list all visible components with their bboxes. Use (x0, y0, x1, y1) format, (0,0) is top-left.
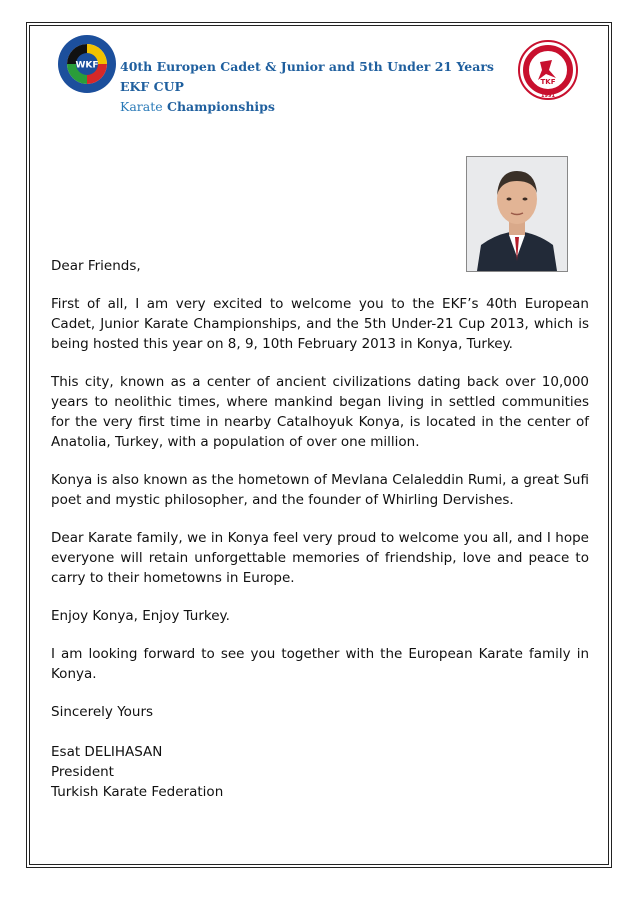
header-title-word-karate: Karate (120, 99, 163, 114)
paragraph-welcome: First of all, I am very excited to welcome you to the EKF’s 40th European Cadet, Junior Karate Championships, and the 5th Under-21 Cup 2013, which is being hosted this year on 8, 9, 10th February 2013 in Konya, Turkey. (51, 296, 589, 352)
salutation: Dear Friends, (51, 258, 141, 274)
tkf-logo (518, 40, 578, 100)
paragraph-enjoy: Enjoy Konya, Enjoy Turkey. (51, 608, 230, 624)
letter-body (51, 256, 589, 722)
signatory-name: Esat DELIHASAN (51, 744, 163, 760)
paragraph-karate-family: Dear Karate family, we in Konya feel very proud to welcome you all, and I hope everyone will retain unforgettable memories of friendship, love and peace to carry to their hometowns in Europe. (51, 530, 589, 586)
paragraph-konya-history: This city, known as a center of ancient civilizations dating back over 10,000 years to neolithic times, where mankind began living in settled communities for the very first time in nearby Catalhoyuk Konya, is located in the center of Anatolia, Turkey, with a population of over one million. (51, 374, 589, 450)
document-header-title (120, 57, 520, 117)
header-title-line1: 40th Europen Cadet & Junior and 5th Under 21 Years EKF CUP (120, 59, 494, 94)
signatory-role: President (51, 764, 114, 780)
portrait-illustration (467, 157, 567, 271)
closing-line: Sincerely Yours (51, 704, 154, 720)
president-photo (466, 156, 568, 272)
ekf-logo (57, 34, 117, 94)
ekf-logo-text: WKF (75, 60, 99, 71)
signatory-organization: Turkish Karate Federation (51, 784, 224, 800)
signature-block (51, 742, 223, 802)
paragraph-mevlana: Konya is also known as the hometown of Mevlana Celaleddin Rumi, a great Sufi poet and mystic philosopher, and the founder of Whirling Dervishes. (51, 472, 589, 508)
tkf-logo-text: TKF (540, 78, 556, 86)
tkf-logo-year: 1991 (541, 93, 555, 99)
paragraph-looking-forward: I am looking forward to see you together with the European Karate family in Konya. (51, 646, 589, 682)
header-title-word-championships: Championships (167, 99, 275, 114)
